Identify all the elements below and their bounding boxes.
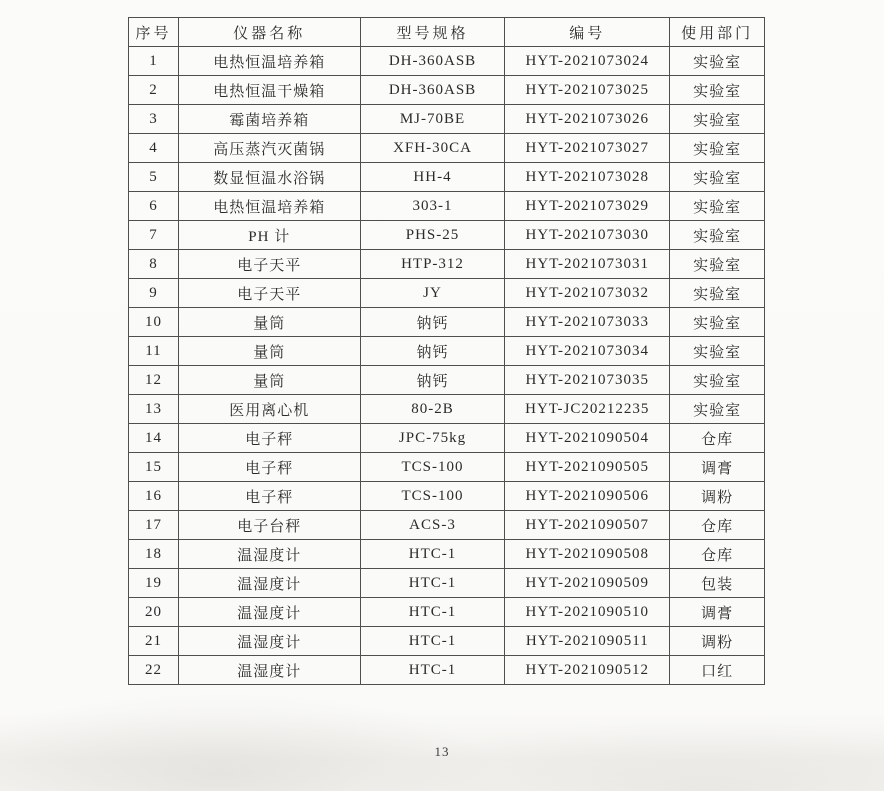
cell-instrument-name: 温湿度计 <box>178 540 360 569</box>
table-row <box>129 250 765 279</box>
table-row <box>129 337 765 366</box>
table-row <box>129 134 765 163</box>
cell-instrument-name: 温湿度计 <box>178 627 360 656</box>
cell-index: 18 <box>129 540 179 569</box>
cell-model-spec: DH-360ASB <box>360 47 505 76</box>
cell-department: 实验室 <box>670 366 765 395</box>
column-header-department: 使用部门 <box>670 18 765 47</box>
cell-serial-number: HYT-2021090505 <box>505 453 670 482</box>
cell-index: 7 <box>129 221 179 250</box>
column-header-serial-number: 编号 <box>505 18 670 47</box>
cell-serial-number: HYT-2021090509 <box>505 569 670 598</box>
cell-department: 仓库 <box>670 540 765 569</box>
cell-model-spec: HTC-1 <box>360 540 505 569</box>
cell-serial-number: HYT-2021090504 <box>505 424 670 453</box>
cell-department: 实验室 <box>670 134 765 163</box>
cell-serial-number: HYT-2021090507 <box>505 511 670 540</box>
cell-model-spec: HTP-312 <box>360 250 505 279</box>
cell-serial-number: HYT-2021073029 <box>505 192 670 221</box>
cell-serial-number: HYT-2021090506 <box>505 482 670 511</box>
cell-instrument-name: 量筒 <box>178 337 360 366</box>
cell-model-spec: TCS-100 <box>360 453 505 482</box>
cell-index: 12 <box>129 366 179 395</box>
equipment-table <box>128 17 765 685</box>
cell-department: 实验室 <box>670 163 765 192</box>
cell-index: 11 <box>129 337 179 366</box>
cell-department: 实验室 <box>670 279 765 308</box>
cell-department: 实验室 <box>670 105 765 134</box>
cell-serial-number: HYT-2021073033 <box>505 308 670 337</box>
cell-department: 实验室 <box>670 192 765 221</box>
column-header-instrument-name: 仪器名称 <box>178 18 360 47</box>
table-row <box>129 76 765 105</box>
cell-index: 16 <box>129 482 179 511</box>
cell-index: 5 <box>129 163 179 192</box>
cell-model-spec: XFH-30CA <box>360 134 505 163</box>
table-row <box>129 221 765 250</box>
table-row <box>129 279 765 308</box>
cell-index: 20 <box>129 598 179 627</box>
cell-instrument-name: 电子秤 <box>178 482 360 511</box>
table-row <box>129 540 765 569</box>
cell-model-spec: 钠钙 <box>360 308 505 337</box>
table-row <box>129 627 765 656</box>
cell-instrument-name: 电子秤 <box>178 424 360 453</box>
cell-model-spec: MJ-70BE <box>360 105 505 134</box>
page-number: 13 <box>434 744 450 759</box>
cell-index: 21 <box>129 627 179 656</box>
cell-department: 调膏 <box>670 598 765 627</box>
cell-model-spec: 钠钙 <box>360 366 505 395</box>
cell-department: 实验室 <box>670 76 765 105</box>
cell-instrument-name: 高压蒸汽灭菌锅 <box>178 134 360 163</box>
cell-department: 调粉 <box>670 627 765 656</box>
cell-department: 实验室 <box>670 47 765 76</box>
cell-model-spec: 303-1 <box>360 192 505 221</box>
cell-serial-number: HYT-2021073034 <box>505 337 670 366</box>
cell-department: 包装 <box>670 569 765 598</box>
cell-serial-number: HYT-2021073032 <box>505 279 670 308</box>
cell-index: 6 <box>129 192 179 221</box>
table-row <box>129 366 765 395</box>
cell-instrument-name: 霉菌培养箱 <box>178 105 360 134</box>
column-header-index: 序号 <box>129 18 179 47</box>
cell-department: 口红 <box>670 656 765 685</box>
cell-model-spec: HTC-1 <box>360 627 505 656</box>
cell-serial-number: HYT-2021090511 <box>505 627 670 656</box>
cell-model-spec: DH-360ASB <box>360 76 505 105</box>
cell-department: 实验室 <box>670 395 765 424</box>
cell-instrument-name: 电子天平 <box>178 279 360 308</box>
cell-serial-number: HYT-2021090510 <box>505 598 670 627</box>
table-row <box>129 192 765 221</box>
cell-model-spec: JY <box>360 279 505 308</box>
table-row <box>129 598 765 627</box>
cell-serial-number: HYT-2021090512 <box>505 656 670 685</box>
cell-instrument-name: 电子台秤 <box>178 511 360 540</box>
cell-instrument-name: 医用离心机 <box>178 395 360 424</box>
cell-instrument-name: 量筒 <box>178 308 360 337</box>
table-row <box>129 424 765 453</box>
cell-index: 9 <box>129 279 179 308</box>
cell-index: 1 <box>129 47 179 76</box>
cell-department: 实验室 <box>670 250 765 279</box>
cell-serial-number: HYT-2021090508 <box>505 540 670 569</box>
cell-instrument-name: 温湿度计 <box>178 598 360 627</box>
cell-model-spec: JPC-75kg <box>360 424 505 453</box>
cell-model-spec: HTC-1 <box>360 656 505 685</box>
cell-instrument-name: 电热恒温培养箱 <box>178 192 360 221</box>
cell-serial-number: HYT-2021073031 <box>505 250 670 279</box>
column-header-model-spec: 型号规格 <box>360 18 505 47</box>
cell-index: 13 <box>129 395 179 424</box>
cell-serial-number: HYT-2021073027 <box>505 134 670 163</box>
cell-model-spec: 80-2B <box>360 395 505 424</box>
cell-model-spec: TCS-100 <box>360 482 505 511</box>
table-row <box>129 511 765 540</box>
table-header-row <box>129 18 765 47</box>
cell-index: 15 <box>129 453 179 482</box>
table-row <box>129 105 765 134</box>
cell-serial-number: HYT-2021073024 <box>505 47 670 76</box>
cell-instrument-name: 电子秤 <box>178 453 360 482</box>
cell-index: 17 <box>129 511 179 540</box>
cell-instrument-name: 电热恒温干燥箱 <box>178 76 360 105</box>
cell-index: 22 <box>129 656 179 685</box>
cell-instrument-name: 量筒 <box>178 366 360 395</box>
cell-serial-number: HYT-JC20212235 <box>505 395 670 424</box>
cell-index: 8 <box>129 250 179 279</box>
table-row <box>129 47 765 76</box>
cell-department: 实验室 <box>670 308 765 337</box>
cell-model-spec: HTC-1 <box>360 569 505 598</box>
cell-instrument-name: 电热恒温培养箱 <box>178 47 360 76</box>
table-row <box>129 163 765 192</box>
cell-instrument-name: 温湿度计 <box>178 656 360 685</box>
cell-department: 调粉 <box>670 482 765 511</box>
cell-model-spec: PHS-25 <box>360 221 505 250</box>
cell-instrument-name: PH 计 <box>178 221 360 250</box>
cell-index: 10 <box>129 308 179 337</box>
cell-serial-number: HYT-2021073030 <box>505 221 670 250</box>
cell-index: 2 <box>129 76 179 105</box>
cell-department: 仓库 <box>670 511 765 540</box>
cell-index: 3 <box>129 105 179 134</box>
cell-index: 19 <box>129 569 179 598</box>
cell-model-spec: HH-4 <box>360 163 505 192</box>
cell-serial-number: HYT-2021073028 <box>505 163 670 192</box>
cell-serial-number: HYT-2021073025 <box>505 76 670 105</box>
cell-index: 14 <box>129 424 179 453</box>
cell-instrument-name: 电子天平 <box>178 250 360 279</box>
table-row <box>129 482 765 511</box>
table-row <box>129 453 765 482</box>
cell-department: 调膏 <box>670 453 765 482</box>
cell-serial-number: HYT-2021073035 <box>505 366 670 395</box>
cell-model-spec: ACS-3 <box>360 511 505 540</box>
table-row <box>129 656 765 685</box>
cell-department: 实验室 <box>670 221 765 250</box>
cell-instrument-name: 温湿度计 <box>178 569 360 598</box>
cell-index: 4 <box>129 134 179 163</box>
cell-model-spec: 钠钙 <box>360 337 505 366</box>
cell-department: 实验室 <box>670 337 765 366</box>
cell-department: 仓库 <box>670 424 765 453</box>
cell-serial-number: HYT-2021073026 <box>505 105 670 134</box>
cell-model-spec: HTC-1 <box>360 598 505 627</box>
table-row <box>129 569 765 598</box>
table-row <box>129 308 765 337</box>
cell-instrument-name: 数显恒温水浴锅 <box>178 163 360 192</box>
table-row <box>129 395 765 424</box>
